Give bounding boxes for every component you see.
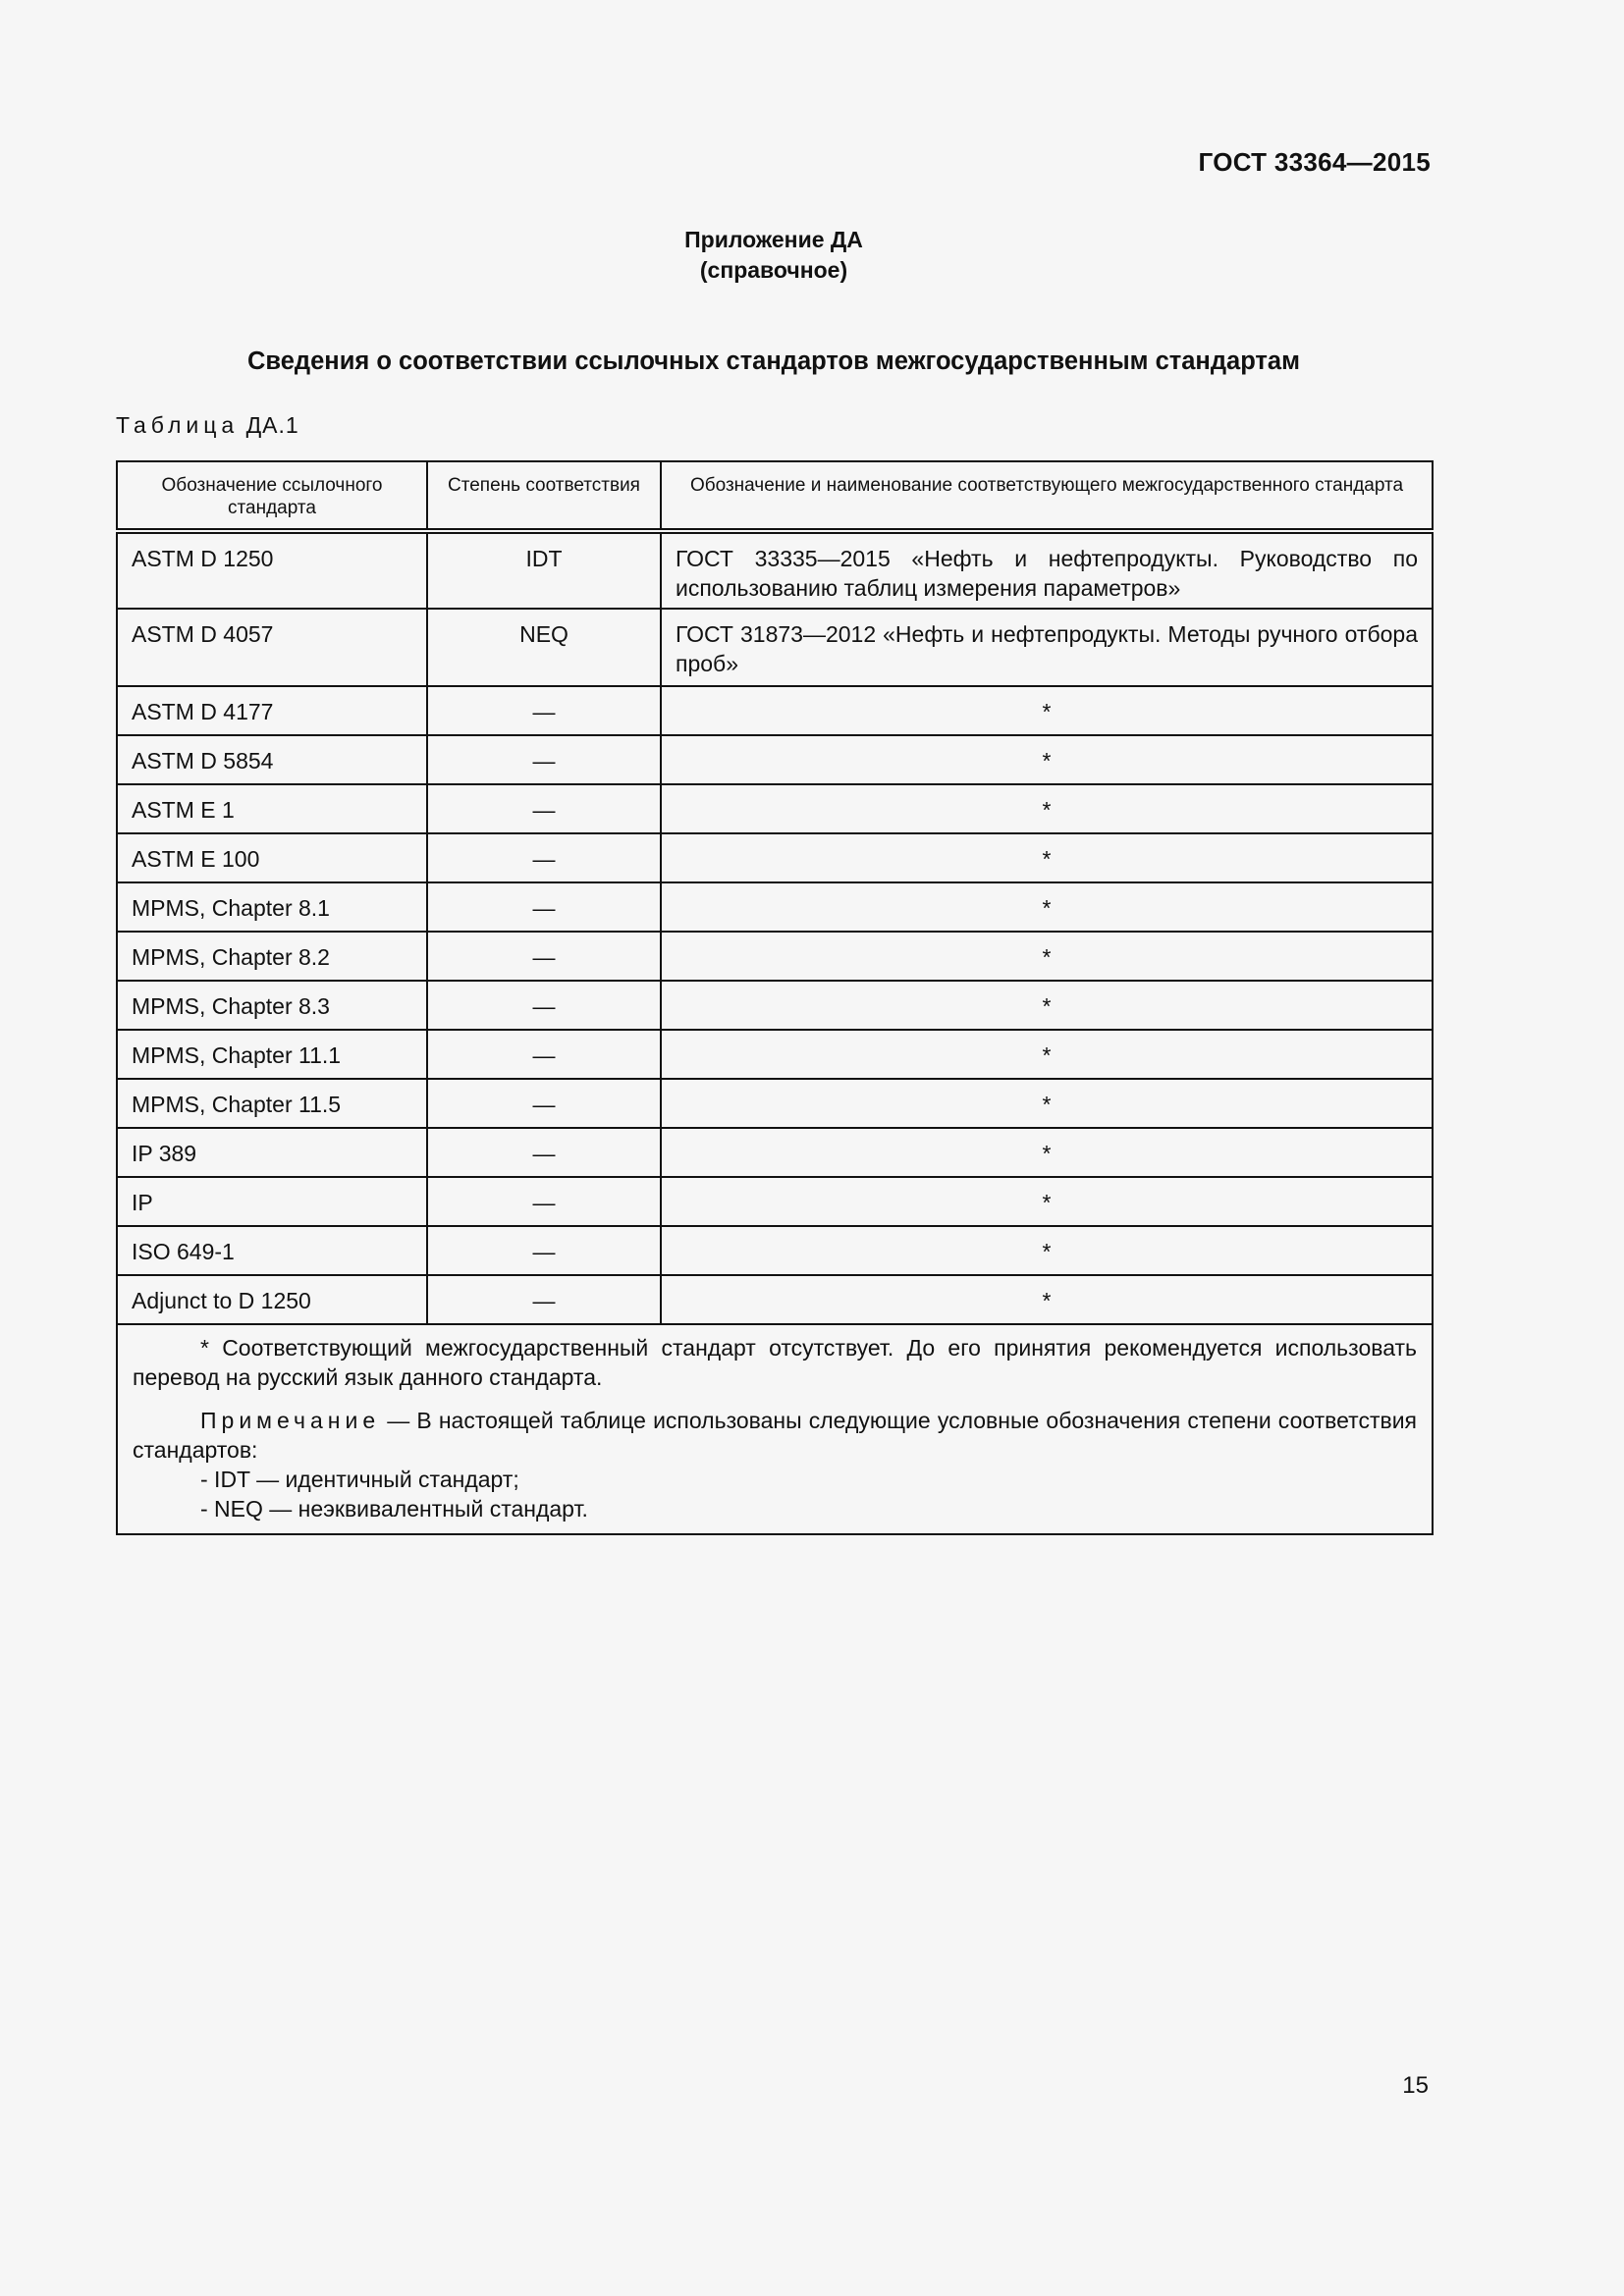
table-row (117, 1177, 1433, 1226)
annex-heading (0, 225, 1547, 286)
note-text: — В настоящей таблице использованы следующие условные обозначения степени соответствия стандартов: (133, 1408, 1417, 1463)
cell-degree: — (427, 686, 661, 735)
cell-ref: Adjunct to D 1250 (117, 1275, 427, 1324)
column-header-degree: Степень соответствия (427, 461, 661, 531)
cell-degree: — (427, 784, 661, 833)
cell-degree: — (427, 735, 661, 784)
table-row (117, 1275, 1433, 1324)
note-list-item: - NEQ — неэквивалентный стандарт. (200, 1496, 588, 1522)
cell-degree: — (427, 1275, 661, 1324)
column-header-ref: Обозначение ссылочного стандарта (117, 461, 427, 531)
cell-degree: — (427, 1030, 661, 1079)
table-row (117, 686, 1433, 735)
cell-degree: IDT (427, 531, 661, 609)
table-row (117, 833, 1433, 882)
table-header-row (117, 461, 1433, 531)
cell-standard: * (661, 833, 1433, 882)
annex-title: Приложение ДА (684, 227, 863, 252)
cell-standard: * (661, 1128, 1433, 1177)
cell-degree: — (427, 1079, 661, 1128)
cell-standard: * (661, 981, 1433, 1030)
section-title: Сведения о соответствии ссылочных стандартов межгосударственным стандартам (247, 347, 1300, 375)
cell-degree: — (427, 932, 661, 981)
cell-degree: — (427, 882, 661, 932)
cell-degree: — (427, 833, 661, 882)
table-row (117, 882, 1433, 932)
cell-standard: ГОСТ 31873—2012 «Нефть и нефтепродукты. Методы ручного отбора проб» (661, 609, 1433, 686)
table-row (117, 1030, 1433, 1079)
table-row (117, 735, 1433, 784)
cell-ref: ASTM E 1 (117, 784, 427, 833)
table-row (117, 1079, 1433, 1128)
cell-standard: * (661, 1226, 1433, 1275)
standards-table (116, 460, 1434, 1535)
cell-degree: — (427, 981, 661, 1030)
cell-standard: * (661, 1030, 1433, 1079)
cell-ref: MPMS, Chapter 11.1 (117, 1030, 427, 1079)
cell-ref: IP (117, 1177, 427, 1226)
annex-subtitle: (справочное) (699, 257, 848, 283)
document-code: ГОСТ 33364—2015 (1198, 147, 1431, 177)
table-row (117, 1128, 1433, 1177)
cell-degree: NEQ (427, 609, 661, 686)
table-row (117, 981, 1433, 1030)
footnote: * Соответствующий межгосударственный стандарт отсутствует. До его принятия рекомендуется использовать перевод на русский язык данного стандарта. (133, 1335, 1417, 1390)
cell-degree: — (427, 1177, 661, 1226)
cell-standard: * (661, 686, 1433, 735)
page-number: 15 (1402, 2072, 1429, 2099)
cell-ref: ASTM D 4177 (117, 686, 427, 735)
cell-ref: MPMS, Chapter 11.5 (117, 1079, 427, 1128)
cell-standard: * (661, 735, 1433, 784)
cell-standard: * (661, 1275, 1433, 1324)
table-row (117, 932, 1433, 981)
cell-standard: * (661, 932, 1433, 981)
cell-ref: MPMS, Chapter 8.1 (117, 882, 427, 932)
cell-ref: MPMS, Chapter 8.3 (117, 981, 427, 1030)
cell-ref: IP 389 (117, 1128, 427, 1177)
cell-standard: * (661, 882, 1433, 932)
table-label-number: ДА.1 (245, 412, 299, 438)
table-row (117, 784, 1433, 833)
table-row (117, 1226, 1433, 1275)
table-label-prefix: Таблица (116, 412, 240, 438)
table-label (116, 412, 299, 439)
note-label: Примечание (200, 1408, 381, 1433)
note (133, 1406, 1417, 1465)
table-row (117, 609, 1433, 686)
table-footer (117, 1324, 1433, 1534)
table-row (117, 531, 1433, 609)
cell-standard: * (661, 784, 1433, 833)
column-header-standard: Обозначение и наименование соответствующего межгосударственного стандарта (661, 461, 1433, 531)
cell-ref: ASTM E 100 (117, 833, 427, 882)
cell-ref: ASTM D 5854 (117, 735, 427, 784)
cell-degree: — (427, 1128, 661, 1177)
note-list-item: - IDT — идентичный стандарт; (200, 1467, 519, 1492)
cell-ref: ISO 649-1 (117, 1226, 427, 1275)
cell-degree: — (427, 1226, 661, 1275)
cell-standard: * (661, 1177, 1433, 1226)
cell-ref: MPMS, Chapter 8.2 (117, 932, 427, 981)
cell-standard: * (661, 1079, 1433, 1128)
cell-standard: ГОСТ 33335—2015 «Нефть и нефтепродукты. Руководство по использованию таблиц измерения параметров» (661, 531, 1433, 609)
cell-ref: ASTM D 1250 (117, 531, 427, 609)
cell-ref: ASTM D 4057 (117, 609, 427, 686)
table-footer-row (117, 1324, 1433, 1534)
